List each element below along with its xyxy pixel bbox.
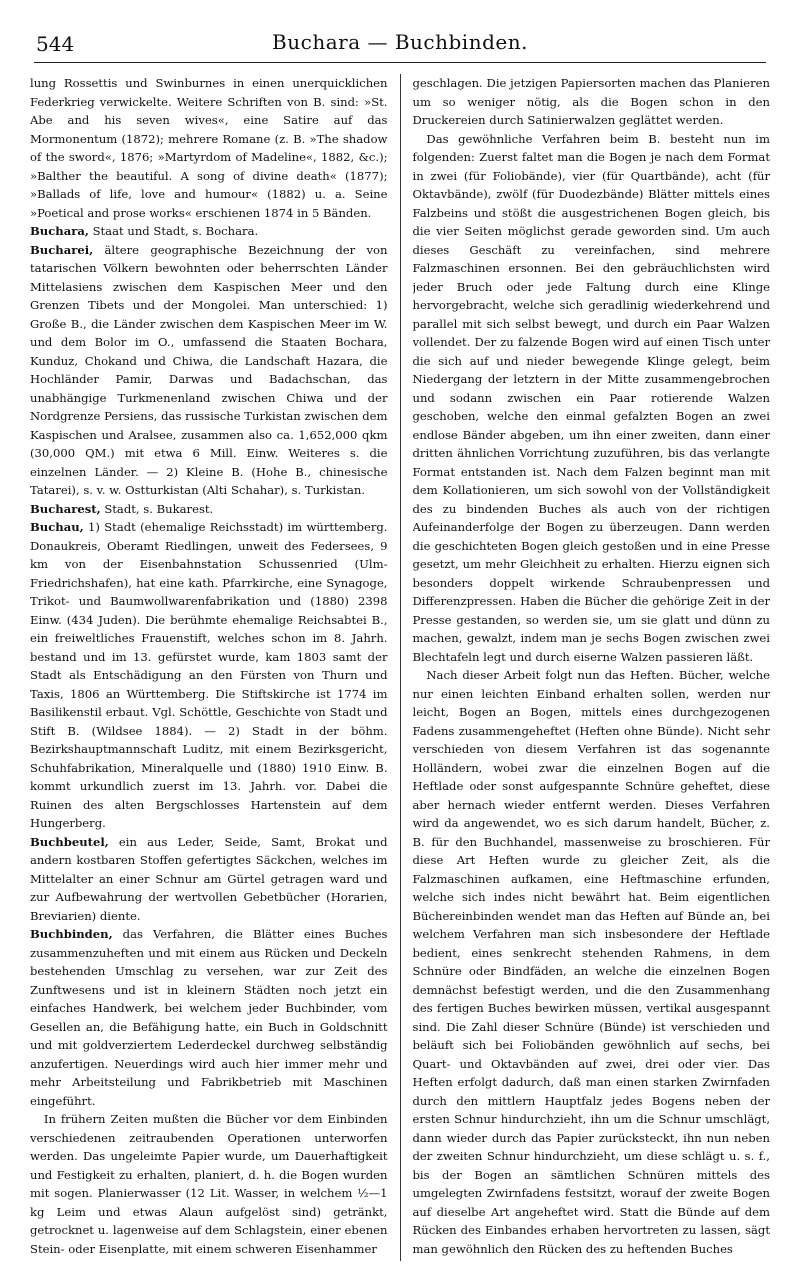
running-title: Buchara — Buchbinden. (272, 30, 528, 54)
text-columns (30, 74, 770, 1261)
header-rule (34, 62, 766, 63)
entry-text: ein aus Leder, Seide, Samt, Brokat und andern kostbaren Stoffen gefertigtes Säckchen, welches im Mittelalter an einer Schnur am Gürtel getragen ward und zur Aufbewahrung der wertvollen Gebetbücher (Horarien, Breviarien) diente. (30, 834, 388, 923)
entry-text: das Verfahren, die Blätter eines Buches zusammenzuheften und mit einem aus Rücken und Deckeln bestehenden Umschlag zu versehen, war zur Zeit des Zunftwesens und ist in kleinern Städten noch jetzt ein einfaches Handwerk, bei welchem jeder Buchbinder, vom Gesellen an, die Befähigung hatte, ein Buch in Goldschnitt und mit goldverziertem Lederdeckel durchweg selbständig anzufertigen. Neuerdings wird auch hier immer mehr und mehr Arbeitsteilung und Fabrikbetrieb mit Maschinen eingeführt. (30, 927, 388, 1108)
entry-bucharest (30, 500, 388, 519)
entry-buchbeutel (30, 833, 388, 926)
paragraph: In frühern Zeiten mußten die Bücher vor dem Einbinden verschiedenen zeitraubenden Operationen unterworfen werden. Das ungeleimte Papier wurde, um Dauerhaftigkeit und Festigkeit zu erhalten, planiert, d. h. die Bogen wurden mit sogen. Planierwasser (12 Lit. Wasser, in welchem ½—1 kg Leim und etwas Alaun aufgelöst sind) getränkt, getrocknet u. lagenweise auf dem Schlagstein, einer ebenen Stein- oder Eisenplatte, mit einem schweren Eisenhammer (30, 1112, 388, 1256)
entry-text: 1) Stadt (ehemalige Reichsstadt) im württemberg. Donaukreis, Oberamt Riedlingen, unweit des Federsees, 9 km von der Eisenbahnstation Schussenried (Ulm-Friedrichshafen), hat eine kath. Pfarrkirche, eine Synagoge, Trikot- und Baumwollwarenfabrikation und (1880) 2398 Einw. (434 Juden). Die berühmte ehemalige Reichsabtei B., ein freiweltliches Frauenstift, welches schon im 8. Jahrh. bestand und im 13. gefürstet wurde, kam 1803 samt der Stadt als Entschädigung an den Fürsten von Thurn und Taxis, 1806 an Württemberg. Die Stiftskirche ist 1774 im Basilikenstil erbaut. Vgl. Schöttle, Geschichte von Stadt und Stift B. (Wildsee 1884). — 2) Stadt in der böhm. Bezirkshauptmannschaft Luditz, mit einem Bezirksgericht, Schuhfabrikation, Mineralquelle und (1880) 1910 Einw. B. kommt urkundlich zuerst im 13. Jahrh. vor. Dabei die Ruinen des alten Bergschlosses Hartenstein auf dem Hungerberg. (30, 520, 388, 830)
entry-headword: Buchbeutel, (30, 834, 109, 849)
paragraph: Das gewöhnliche Verfahren beim B. besteht nun im folgenden: Zuerst faltet man die Bogen je nach dem Format in zwei (für Foliobände), vier (für Quartbände), acht (für Oktavbände), zwölf (für Duodezbände) Blätter mittels eines Falzbeins und stößt die ausgestrichenen Bogen gleich, bis die vier Seiten möglichst gerade geworden sind. Um auch dieses Geschäft zu vereinfachen, sind mehrere Falzmaschinen ersonnen. Bei den gebräuchlichsten wird jeder Bruch oder jede Faltung durch eine Klinge hervorgebracht, welche sich geradlinig wiederkehrend und parallel mit sich selbst bewegt, und durch ein Paar Walzen vollendet. Der zu falzende Bogen wird auf einen Tisch unter die sich auf und nieder bewegende Klinge gelegt, beim Niedergang der letztern in der Mitte zusammengebrochen und sodann zwischen ein Paar rotierende Walzen geschoben, welche den einmal gefalzten Bogen an zwei endlose Bänder abgeben, um ihn einer zweiten, dann einer dritten ähnlichen Vorrichtung zuzuführen, bis das verlangte Format entstanden ist. Nach dem Falzen beginnt man mit dem Kollationieren, um sich sowohl von der Vollständigkeit des zu bindenden Buches als auch von der richtigen Aufeinanderfolge der Bogen zu überzeugen. Dann werden die geschichteten Bogen gleich gestoßen und in eine Presse gesetzt, um mehr Gleichheit zu erhalten. Hierzu eignen sich besonders doppelt wirkende Schraubenpressen und Differenzpressen. Haben die Bücher die gehörige Zeit in der Presse gestanden, so werden sie, um sie glatt und dünn zu machen, gewalzt, indem man je sechs Bogen zwischen zwei Blechtafeln legt und durch eiserne Walzen passieren läßt. (412, 131, 770, 664)
right-column (413, 74, 771, 1261)
entry-buchara (30, 222, 388, 241)
entry-text: Stadt, s. Bukarest. (100, 501, 214, 516)
entry-text: ältere geographische Bezeichnung der von tatarischen Völkern bewohnten oder beherrschten Länder Mittelasiens zwischen dem Kaspischen Meer und den Grenzen Tibets und der Mongolei. Man unterschied: 1) Große B., die Länder zwischen dem Kaspischen Meer im W. und dem Bolor im O., umfassend die Staaten Bochara, Kunduz, Chokand und Chiwa, die Landschaft Hazara, die Hochländer Pamir, Darwas und Badachschan, das unabhängige Turkmenenland zwischen Chiwa und der Nordgrenze Persiens, das russische Turkistan zwischen dem Kaspischen und Aralsee, zusammen also ca. 1,652,000 qkm (30,000 QM.) mit etwa 6 Mill. Einw. Weiteres s. die einzelnen Länder. — 2) Kleine B. (Hohe B., chinesische Tatarei), s. v. w. Ostturkistan (Alti Schahar), s. Turkistan. (30, 242, 388, 497)
page-number: 544 (36, 32, 75, 56)
entry-headword: Bucharei, (30, 242, 94, 257)
entry-buchbinden (30, 925, 388, 1110)
entry-headword: Buchau, (30, 520, 84, 534)
entry-bucharei (30, 241, 388, 500)
entry-text: Staat und Stadt, s. Bochara. (88, 224, 259, 238)
paragraph: Nach dieser Arbeit folgt nun das Heften. Bücher, welche nur einen leichten Einband erhalten sollen, werden nur leicht, Bogen an Bogen, mittels eines durchgezogenen Fadens zusammengeheftet (Heften ohne Bünde). Nicht sehr verschieden von diesem Verfahren ist das sogenannte Holländern, wobei zwar die einzelnen Bogen auf die Heftlade oder sonst aufgespannte Schnüre geheftet, diese aber hernach wieder entfernt werden. Dieses Verfahren wird da angewendet, wo es sich darum handelt, Bücher, z. B. für den Buchhandel, massenweise zu broschieren. Für diese Art Heften wurde zu gleicher Zeit, als die Falzmaschinen aufkamen, eine Heftmaschine erfunden, welche sich indes nicht bewährt hat. Beim eigentlichen Büchereinbinden wendet man das Heften auf Bünde an, bei welchem Verfahren man sich insbesondere der Heftlade bedient, eines senkrecht stehenden Rahmens, in dem Schnüre oder Bindfäden, an welche die einzelnen Bogen demnächst befestigt werden, und die den Zusammenhang des fertigen Buches bewirken müssen, vertikal ausgespannt sind. Die Zahl dieser Schnüre (Bünde) ist verschieden und beläuft sich bei Foliobänden gewöhnlich auf sechs, bei Quart- und Oktavbänden auf zwei, drei oder vier. Das Heften erfolgt dadurch, daß man einen starken Zwirnfaden durch den mittlern Hauptfalz jedes Bogens neben der ersten Schnur hindurchzieht, ihn um die Schnur umschlägt, dann wieder durch das Papier zurücksteckt, ihn nun neben der zweiten Schnur hindurchzieht, um diese schlägt u. s. f., bis der Bogen an sämtlichen Schnüren mittels des umgelegten Zwirnfadens festsitzt, worauf der zweite Bogen auf dieselbe Art angeheftet wird. Statt die Bünde auf dem Rücken des Einbandes erhaben hervortreten zu lassen, sägt man gewöhnlich den Rücken des zu heftenden Buches (412, 668, 770, 1256)
entry-headword: Buchbinden, (30, 927, 113, 941)
paragraph: lung Rossettis und Swinburnes in einen unerquicklichen Federkrieg verwickelte. Weitere Schriften von B. sind: »St. Abe and his seven wives«, eine Satire auf das Mormonentum (1872); mehrere Romane (z. B. »The shadow of the sword«, 1876; »Martyrdom of Madeline«, 1882, &c.); »Balther the beautiful. A song of divine death« (1877); »Ballads of life, love and humour« (1882) u. a. Seine »Poetical and prose works« erschienen 1874 in 5 Bänden. (30, 76, 388, 220)
entry-buchau (30, 518, 388, 833)
page-header (30, 22, 770, 56)
column-divider (400, 74, 401, 1261)
entry-headword: Buchara, (30, 224, 89, 238)
paragraph: geschlagen. Die jetzigen Papiersorten machen das Planieren um so weniger nötig, als die Bogen schon in den Druckereien durch Satinierwalzen geglättet werden. (412, 76, 770, 127)
left-column (30, 74, 388, 1261)
entry-headword: Bucharest, (30, 501, 101, 516)
